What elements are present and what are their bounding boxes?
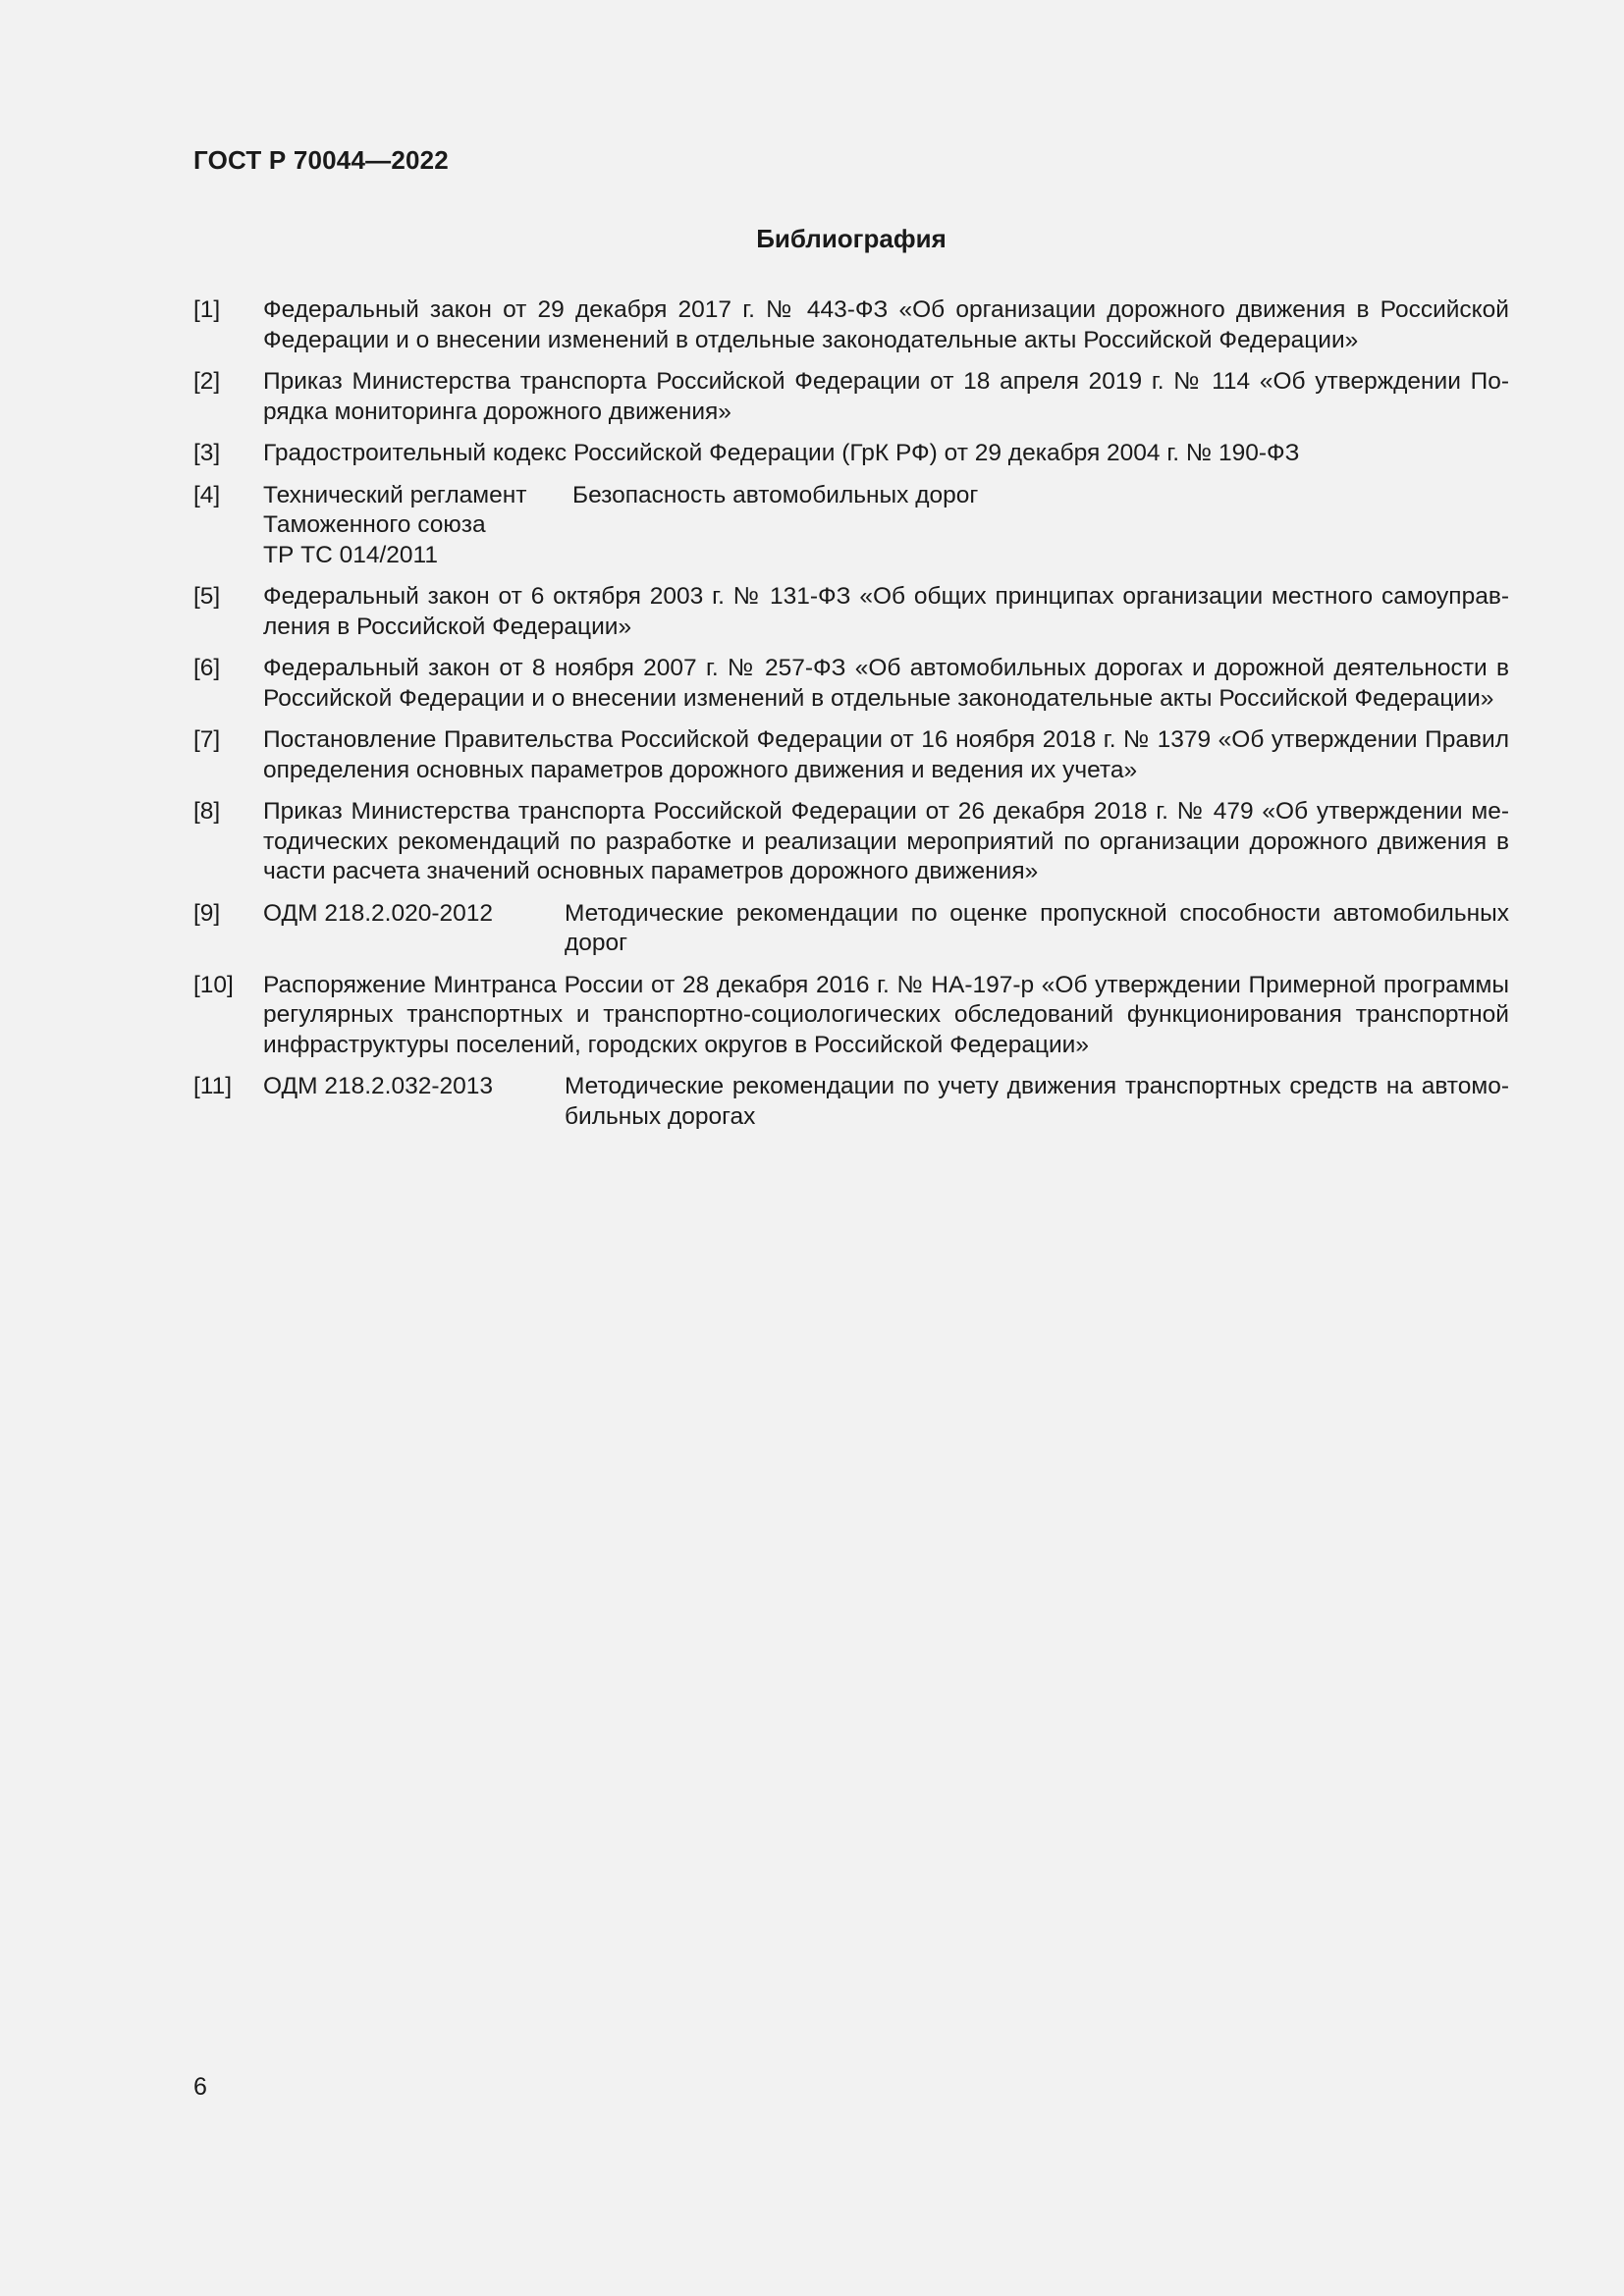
bib-text-line: ОДМ 218.2.032-2013 <box>263 1073 493 1099</box>
bib-text-line: определения основных параметров дорожного движения и ведения их учета» <box>263 756 1138 783</box>
bib-text-line: Технический регламент <box>263 481 527 508</box>
bib-text-line: Таможенного союза <box>263 511 486 538</box>
bib-entry-number: [4] <box>193 481 221 508</box>
bib-entry-text <box>263 654 1509 714</box>
bib-text-line: Распоряжение Минтранса России от 28 декабря 2016 г. № НА-197-р «Об утверждении Примерной программы <box>263 971 1509 998</box>
document-code-header: ГОСТ Р 70044—2022 <box>193 145 449 175</box>
bib-document-title <box>565 1072 1509 1132</box>
bib-entry-number: [9] <box>193 899 221 927</box>
bib-entry-8 <box>193 797 1509 887</box>
bib-entry-number: [7] <box>193 726 221 753</box>
bib-document-designation <box>263 481 572 571</box>
bib-entry-number: [6] <box>193 655 221 681</box>
bib-text-line: тодических рекомендаций по разработке и реализации мероприятий по организации дорожного движения в <box>263 828 1509 855</box>
bib-entry-text <box>263 899 1509 959</box>
bib-text-line: Градостроительный кодекс Российской Федерации (ГрК РФ) от 29 декабря 2004 г. № 190-ФЗ <box>263 440 1300 466</box>
bib-text-line: части расчета значений основных параметров дорожного движения» <box>263 858 1039 884</box>
bib-entry-text <box>263 797 1509 887</box>
page-number: 6 <box>193 2073 207 2101</box>
bib-document-title <box>565 899 1509 959</box>
bib-text-line: дорог <box>565 930 628 956</box>
bib-text-line: ления в Российской Федерации» <box>263 613 632 640</box>
bib-entry-text <box>263 295 1509 355</box>
bib-text-line: бильных дорогах <box>565 1102 756 1130</box>
bib-text-line: регулярных транспортных и транспортно-социологических обследований функционирования транспортной <box>263 1001 1509 1028</box>
bib-entry-text <box>263 367 1509 427</box>
bib-entry-text <box>263 1072 1509 1132</box>
bib-entry-number: [1] <box>193 296 221 323</box>
bib-text-line: Федеральный закон от 8 ноября 2007 г. № 257-ФЗ «Об автомобильных дорогах и дорожной деятельности в <box>263 655 1509 681</box>
bib-text-line: Федерации и о внесении изменений в отдельные законодательные акты Российской Федерации» <box>263 326 1359 353</box>
bib-entry-2 <box>193 367 1509 427</box>
bib-document-title <box>572 481 1509 571</box>
bib-entry-text <box>263 582 1509 642</box>
bib-entry-9 <box>193 899 1509 959</box>
bib-text-line: Федеральный закон от 29 декабря 2017 г. № 443-ФЗ «Об организации дорожного движения в Российской <box>263 296 1509 323</box>
bib-text-line: Методические рекомендации по оценке пропускной способности автомобильных <box>565 899 1509 927</box>
bib-text-line: Российской Федерации и о внесении изменений в отдельные законодательные акты Российской Федерации» <box>263 684 1494 712</box>
bib-entry-7 <box>193 725 1509 785</box>
bib-entry-number: [3] <box>193 440 221 466</box>
section-title: Библиография <box>756 224 947 253</box>
bib-entry-text <box>263 481 1509 571</box>
bib-text-line: Постановление Правительства Российской Федерации от 16 ноября 2018 г. № 1379 «Об утверждении Правил <box>263 726 1509 753</box>
bib-text-line: инфраструктуры поселений, городских округов в Российской Федерации» <box>263 1031 1089 1058</box>
bib-text-line: Федеральный закон от 6 октября 2003 г. № 131-ФЗ «Об общих принципах организации местного самоуправ- <box>263 583 1509 610</box>
bib-entry-5 <box>193 582 1509 642</box>
bib-entry-number: [2] <box>193 368 221 395</box>
bib-document-designation <box>263 1072 565 1132</box>
bib-entry-10 <box>193 971 1509 1061</box>
bib-entry-4 <box>193 481 1509 571</box>
bib-entry-11 <box>193 1072 1509 1132</box>
bib-entry-number: [11] <box>193 1073 233 1099</box>
bib-text-line: Методические рекомендации по учету движения транспортных средств на автомо- <box>565 1073 1509 1099</box>
bib-entry-text <box>263 971 1509 1061</box>
bib-text-line: Приказ Министерства транспорта Российской Федерации от 26 декабря 2018 г. № 479 «Об утверждении ме- <box>263 798 1509 825</box>
bib-text-line: ТР ТС 014/2011 <box>263 541 438 568</box>
bib-document-designation <box>263 899 565 959</box>
bib-entry-text <box>263 439 1509 469</box>
bib-entry-number: [10] <box>193 971 234 998</box>
bib-entry-3 <box>193 439 1509 469</box>
bib-entry-6 <box>193 654 1509 714</box>
bib-text-line: Приказ Министерства транспорта Российской Федерации от 18 апреля 2019 г. № 114 «Об утверждении По- <box>263 368 1509 395</box>
bib-entry-1 <box>193 295 1509 355</box>
bib-entry-text <box>263 725 1509 785</box>
bib-text-line: Безопасность автомобильных дорог <box>572 481 979 508</box>
bib-entry-number: [8] <box>193 798 221 825</box>
bibliography-list <box>193 295 1509 1144</box>
bib-text-line: рядка мониторинга дорожного движения» <box>263 398 731 425</box>
bib-entry-number: [5] <box>193 583 221 610</box>
bib-text-line: ОДМ 218.2.020-2012 <box>263 899 493 927</box>
